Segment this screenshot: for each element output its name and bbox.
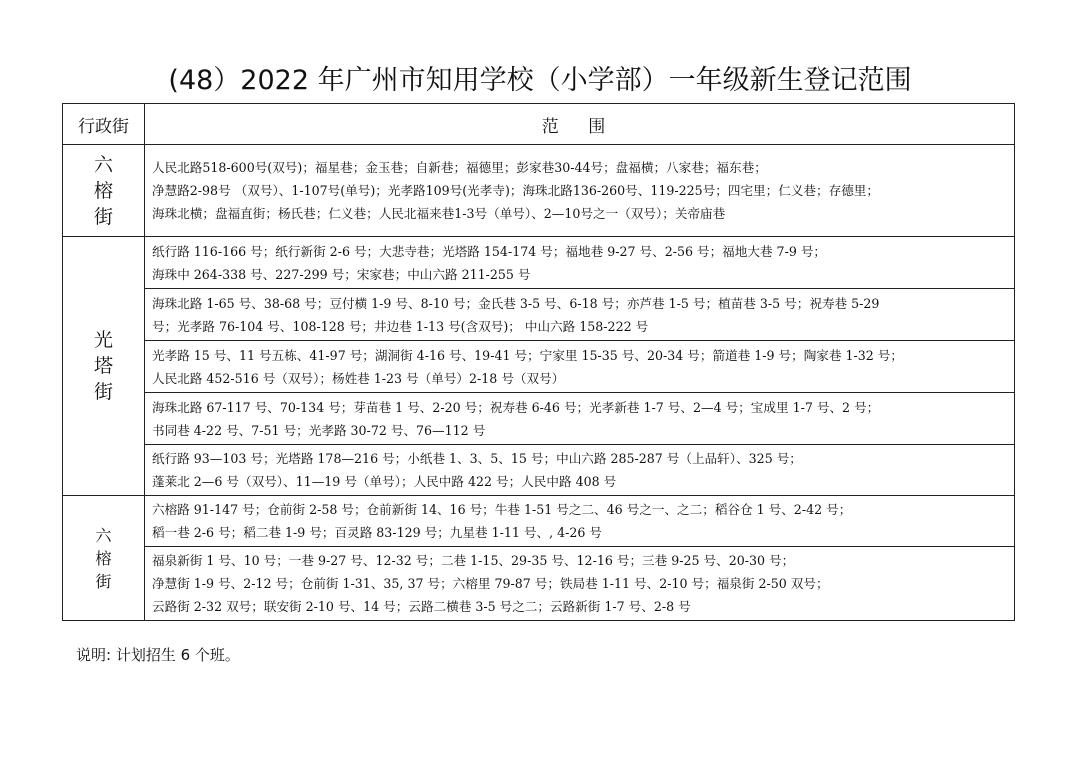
range-line: 净慧路2-98号 （双号）、1-107号(单号)；光孝路109号(光孝寺)；海珠北路136-260号、119-225号；四宅里；仁义巷；存德里； [152, 183, 879, 198]
range-cell [145, 393, 1015, 445]
range-cell [145, 289, 1015, 341]
table-header-row [63, 104, 1015, 145]
table-row [63, 145, 1015, 237]
range-cell [145, 237, 1015, 289]
range-line: 号；光孝路 76-104 号、108-128 号；井边巷 1-13 号(含双号)； 中山六路 158-222 号 [152, 318, 649, 334]
range-line: 云路街 2-32 双号；联安街 2-10 号、14 号；云路二横巷 3-5 号之二；云路新街 1-7 号、2-8 号 [152, 599, 691, 614]
range-line: 福泉新街 1 号、10 号；一巷 9-27 号、12-32 号；二巷 1-15、29-35 号、12-16 号；三巷 9-25 号、20-30 号； [152, 553, 795, 568]
street-char: 街 [95, 571, 112, 591]
street-char: 榕 [93, 179, 113, 202]
range-cell [145, 547, 1015, 621]
range-line: 人民北路518-600号(双号)；福星巷；金玉巷；自新巷；福德里；彭家巷30-44号；盘福横；八家巷；福东巷； [152, 160, 767, 175]
range-line: 海珠中 264-338 号、227-299 号；宋家巷；中山六路 211-255 号 [152, 266, 531, 282]
range-cell [145, 496, 1015, 547]
table-row [63, 341, 1015, 393]
range-cell [145, 341, 1015, 393]
street-char: 六 [95, 525, 112, 545]
street-name-cell [63, 145, 145, 237]
range-line: 光孝路 15 号、11 号五栋、41-97 号；湖洞街 4-16 号、19-41 号；宁家里 15-35 号、20-34 号；箭道巷 1-9 号；陶家巷 1-32 号； [152, 347, 903, 363]
table-row [63, 445, 1015, 496]
header-range: 范 围 [145, 104, 1015, 145]
table-row [63, 237, 1015, 289]
street-name-cell [63, 496, 145, 621]
street-char: 街 [93, 381, 113, 403]
range-cell [145, 145, 1015, 237]
table-row [63, 547, 1015, 621]
street-name-cell [63, 237, 145, 496]
table-row [63, 289, 1015, 341]
street-char: 六 [93, 153, 113, 176]
range-line: 海珠北横；盘福直街；杨氏巷；仁义巷；人民北福来巷1-3号（单号）、2—10号之一（双号）；关帝庙巷 [152, 206, 726, 221]
street-char: 光 [93, 329, 113, 351]
street-char: 塔 [93, 355, 113, 377]
street-char: 榕 [95, 548, 112, 568]
range-line: 人民北路 452-516 号（双号）；杨姓巷 1-23 号（单号）2-18 号（双号） [152, 370, 565, 386]
range-line: 六榕路 91-147 号；仓前街 2-58 号；仓前新街 14、16 号；牛巷 1-51 号之二、46 号之一、之二；稻谷仓 1 号、2-42 号； [152, 502, 852, 517]
range-line: 海珠北路 67-117 号、70-134 号；芽苗巷 1 号、2-20 号；祝寿巷 6-46 号；光孝新巷 1-7 号、2—4 号；宝成里 1-7 号、2 号； [152, 399, 880, 415]
table-row [63, 393, 1015, 445]
range-line: 净慧街 1-9 号、2-12 号；仓前街 1-31、35, 37 号；六榕里 79-87 号；铁局巷 1-11 号、2-10 号；福泉街 2-50 双号； [152, 576, 829, 591]
registration-table [62, 103, 1015, 621]
footnote: 说明: 计划招生 6 个班。 [76, 646, 240, 664]
range-line: 纸行路 116-166 号；纸行新街 2-6 号；大悲寺巷；光塔路 154-174 号；福地巷 9-27 号、2-56 号；福地大巷 7-9 号； [152, 243, 827, 259]
range-cell [145, 445, 1015, 496]
range-line: 稻一巷 2-6 号；稻二巷 1-9 号；百灵路 83-129 号；九星巷 1-11 号、, 4-26 号 [152, 525, 602, 540]
page-title: (48）2022 年广州市知用学校（小学部）一年级新生登记范围 [168, 65, 912, 96]
range-line: 书同巷 4-22 号、7-51 号；光孝路 30-72 号、76—112 号 [152, 422, 486, 438]
street-char: 街 [93, 205, 113, 228]
range-line: 纸行路 93—103 号；光塔路 178—216 号；小纸巷 1、3、5、15 号；中山六路 285-287 号（上品轩）、325 号； [152, 451, 802, 466]
header-street: 行政街 [63, 104, 145, 145]
range-line: 蓬莱北 2—6 号（双号）、11—19 号（单号）；人民中路 422 号；人民中路 408 号 [152, 474, 617, 489]
range-line: 海珠北路 1-65 号、38-68 号；豆付横 1-9 号、8-10 号；金氏巷 3-5 号、6-18 号；亦芦巷 1-5 号；植苗巷 3-5 号；祝寿巷 5-29 [152, 295, 880, 311]
table-row [63, 496, 1015, 547]
